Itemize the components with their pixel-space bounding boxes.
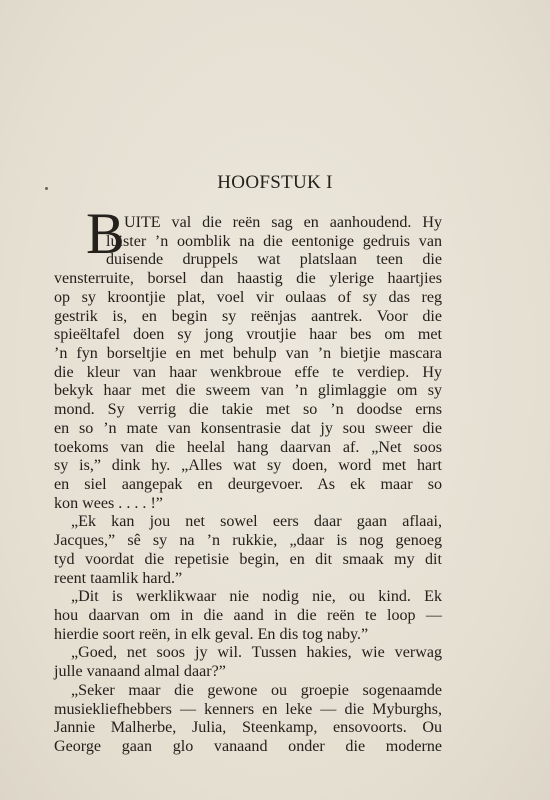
- text-line: en siel aangepak en deurgevoer. As ek maar so: [54, 476, 442, 493]
- text-line: toekoms van die heelal hang daarvan af. „Net soos: [54, 438, 442, 456]
- text-line: mond. Sy verrig die takie met so ’n doodse erns: [54, 401, 442, 419]
- text-line: hierdie soort reën, in elk geval. En dis tog naby.”: [54, 625, 369, 643]
- text-line: „Seker maar die gewone ou groepie sogenaamde: [71, 681, 442, 699]
- text-line: reent taamlik hard.”: [54, 569, 183, 587]
- text-line: UITE val die reën sag en aanhoudend. Hy: [124, 214, 442, 231]
- text-line: „Dit is werklikwaar nie nodig nie, ou kind. Ek: [71, 588, 442, 606]
- text-line: Jacques,” sê sy na ’n rukkie, „daar is nog genoeg: [54, 532, 442, 550]
- text-line: musiekliefhebbers — kenners en leke — die Myburghs,: [54, 700, 442, 718]
- text-line: op sy kroontjie plat, voel vir oulaas of sy das reg: [54, 288, 442, 306]
- text-line: hou daarvan om in die aand in die reën te loop —: [54, 607, 442, 624]
- text-line: Jannie Malherbe, Julia, Steenkamp, ensovoorts. Ou: [54, 719, 442, 737]
- text-line: bekyk haar met die sweem van ’n glimlaggie om sy: [54, 382, 442, 400]
- text-line: „Ek kan jou net sowel eers daar gaan aflaai,: [71, 513, 442, 531]
- text-line: julle vanaand almal daar?”: [54, 663, 226, 681]
- text-line: sy is,” dink hy. „Alles wat sy doen, word met hart: [54, 457, 442, 475]
- text-line: George gaan glo vanaand onder die moderne: [54, 738, 442, 755]
- drop-cap: B: [86, 201, 125, 266]
- text-line: ’n fyn borseltjie en met behulp van ’n bietjie mascara: [54, 345, 442, 362]
- text-line: „Goed, net soos jy wil. Tussen hakies, wie verwag: [71, 644, 442, 662]
- text-line: tyd voordat die repetisie begin, en dit smaak my dit: [54, 550, 442, 568]
- text-line: gestrik is, en begin sy reënjas aantrek. Voor die: [54, 307, 442, 325]
- text-line: vensterruite, borsel dan haastig die ylerige haartjies: [54, 270, 442, 288]
- text-line: luister ’n oomblik na die eentonige gedruis van: [106, 232, 442, 250]
- text-line: duisende druppels wat platslaan teen die: [106, 251, 442, 269]
- text-line: die kleur van haar wenkbroue effe te verdiep. Hy: [54, 363, 442, 381]
- chapter-title: HOOFSTUK I: [217, 172, 333, 193]
- text-line: kon wees . . . . !”: [54, 494, 163, 512]
- text-line: spieëltafel doen sy jong vroutjie haar bes om met: [54, 326, 442, 344]
- text-line: en so ’n mate van konsentrasie dat jy sou sweer die: [54, 419, 442, 437]
